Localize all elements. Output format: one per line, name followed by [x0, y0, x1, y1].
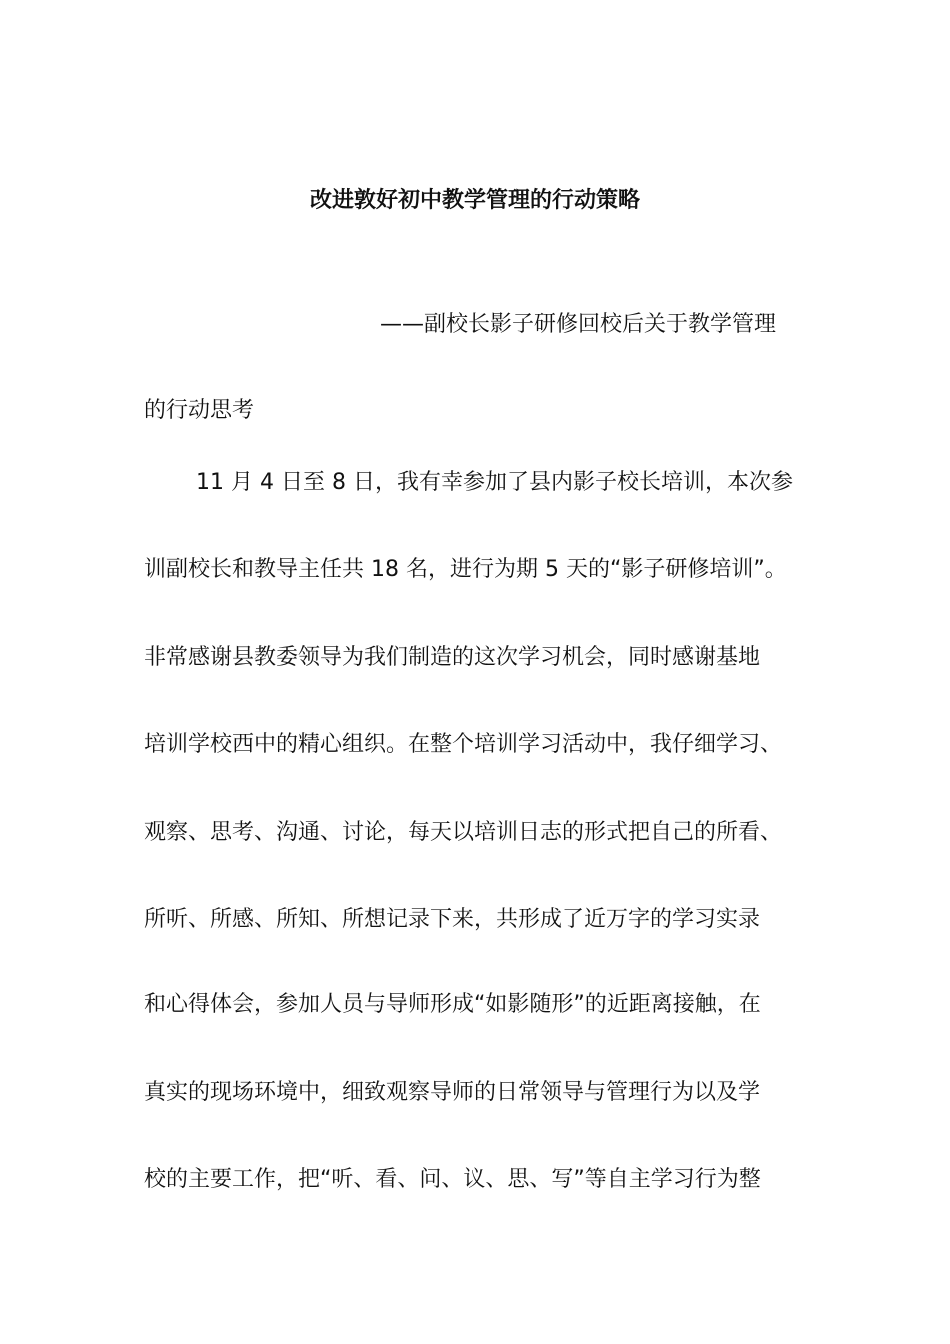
paragraph-line: 11 月 4 日至 8 日，我有幸参加了县内影子校长培训，本次参 — [196, 470, 793, 495]
paragraph-line: 所听、所感、所知、所想记录下来，共形成了近万字的学习实录 — [144, 907, 761, 932]
subtitle-continuation: 的行动思考 — [144, 398, 255, 423]
paragraph-line: 训副校长和教导主任共 18 名，进行为期 5 天的“影子研修培训”。 — [144, 557, 787, 582]
paragraph-line: 真实的现场环境中，细致观察导师的日常领导与管理行为以及学 — [144, 1080, 761, 1105]
paragraph-line: 非常感谢县教委领导为我们制造的这次学习机会，同时感谢基地 — [144, 645, 761, 670]
document-subtitle: ——副校长影子研修回校后关于教学管理 — [380, 312, 777, 337]
paragraph-line: 培训学校西中的精心组织。在整个培训学习活动中，我仔细学习、 — [144, 732, 783, 757]
document-title: 改进敦好初中教学管理的行动策略 — [309, 188, 640, 213]
paragraph-line: 观察、思考、沟通、讨论，每天以培训日志的形式把自己的所看、 — [144, 820, 783, 845]
paragraph-line: 校的主要工作，把“听、看、问、议、思、写”等自主学习行为整 — [144, 1167, 761, 1192]
paragraph-line: 和心得体会，参加人员与导师形成“如影随形”的近距离接触，在 — [144, 992, 761, 1017]
